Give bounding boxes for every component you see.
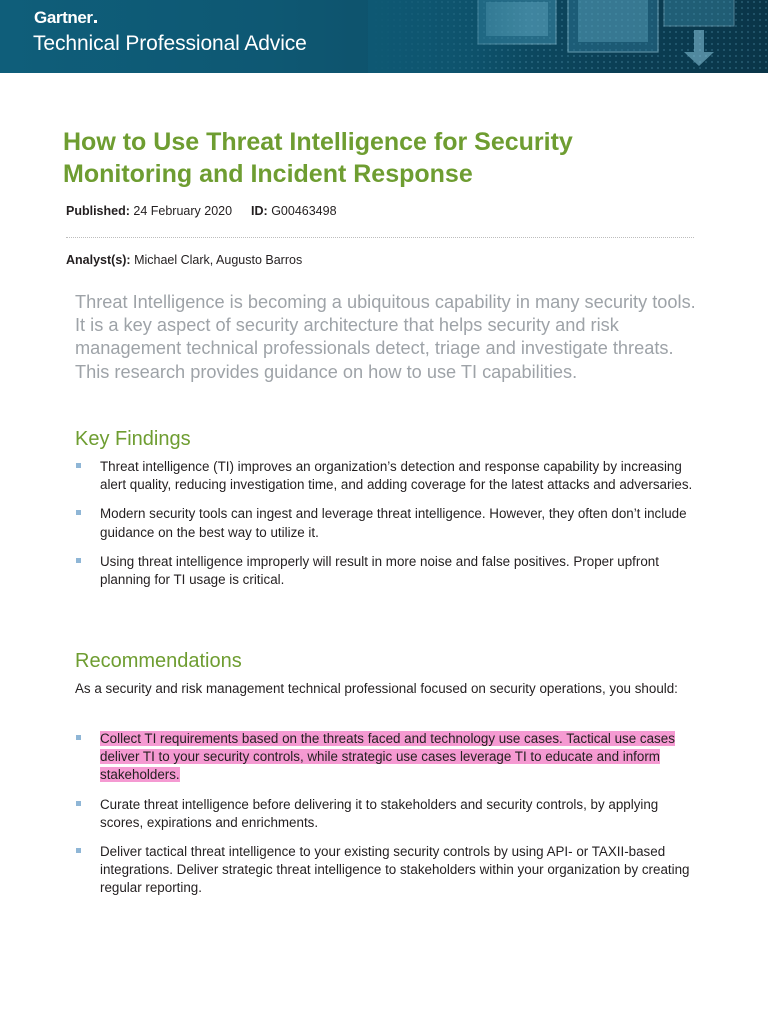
list-item-text: Curate threat intelligence before delivering it to stakeholders and security controls, by applying scores, expirations and enrichments. — [100, 796, 659, 830]
list-item — [75, 843, 695, 898]
bullet-square-icon — [76, 463, 81, 468]
recommendations-heading: Recommendations — [75, 650, 242, 672]
published-date: 24 February 2020 — [133, 204, 233, 218]
logo-wordmark: Gartner — [34, 8, 93, 27]
recommendations-list — [75, 730, 695, 909]
list-item — [75, 505, 695, 541]
list-item-text: Using threat intelligence improperly will result in more noise and false positives. Proper upfront planning for TI usage is critical. — [100, 553, 659, 588]
list-item-text: Threat intelligence (TI) improves an organization’s detection and response capability by increasing alert quality, reducing investigation time, and adding coverage for the latest attacks and adversaries. — [100, 459, 693, 493]
analysts-names: Michael Clark, Augusto Barros — [134, 253, 303, 267]
key-findings-list — [75, 458, 695, 600]
header-banner — [0, 0, 768, 73]
highlighted-recommendation-text[interactable]: Collect TI requirements based on the threats faced and technology use cases. Tactical use cases deliver TI to your security controls, while strategic use cases leverage TI to educate and inform stakeholders. — [100, 731, 675, 783]
header-tagline: Technical Professional Advice — [33, 32, 307, 55]
bullet-square-icon — [76, 510, 81, 515]
meta-divider — [66, 237, 694, 238]
list-item — [75, 553, 695, 589]
analysts-label: Analyst(s): — [66, 253, 131, 267]
document-title: How to Use Threat Intelligence for Security Monitoring and Incident Response — [63, 128, 573, 188]
list-item — [75, 796, 695, 832]
bullet-square-icon — [76, 848, 81, 853]
list-item-text: Deliver tactical threat intelligence to your existing security controls by using API- or TAXII-based integrations. Deliver strategic threat intelligence to stakeholders within your organization by creating regular reporting. — [100, 844, 690, 896]
list-item-text: Modern security tools can ingest and leverage threat intelligence. However, they often don’t include guidance on the best way to utilize it. — [100, 506, 687, 540]
list-item — [75, 730, 695, 785]
analysts-line — [66, 253, 302, 267]
gartner-logo[interactable] — [34, 8, 97, 28]
bullet-square-icon — [76, 801, 81, 806]
id-label: ID: — [251, 204, 268, 218]
list-item — [75, 458, 695, 494]
published-label: Published: — [66, 204, 130, 218]
logo-dot — [94, 20, 97, 23]
document-id: G00463498 — [271, 204, 337, 218]
recommendations-intro: As a security and risk management technical professional focused on security operations, you should: — [75, 681, 678, 696]
bullet-square-icon — [76, 558, 81, 563]
bullet-square-icon — [76, 735, 81, 740]
banner-screens-graphic — [368, 0, 768, 73]
key-findings-heading: Key Findings — [75, 428, 191, 450]
summary-paragraph: Threat Intelligence is becoming a ubiquitous capability in many security tools. It is a key aspect of security architecture that helps security and risk management technical professionals detect, triage and investigate threats. This research provides guidance on how to use TI capabilities. — [75, 292, 696, 382]
publication-meta — [66, 204, 337, 218]
